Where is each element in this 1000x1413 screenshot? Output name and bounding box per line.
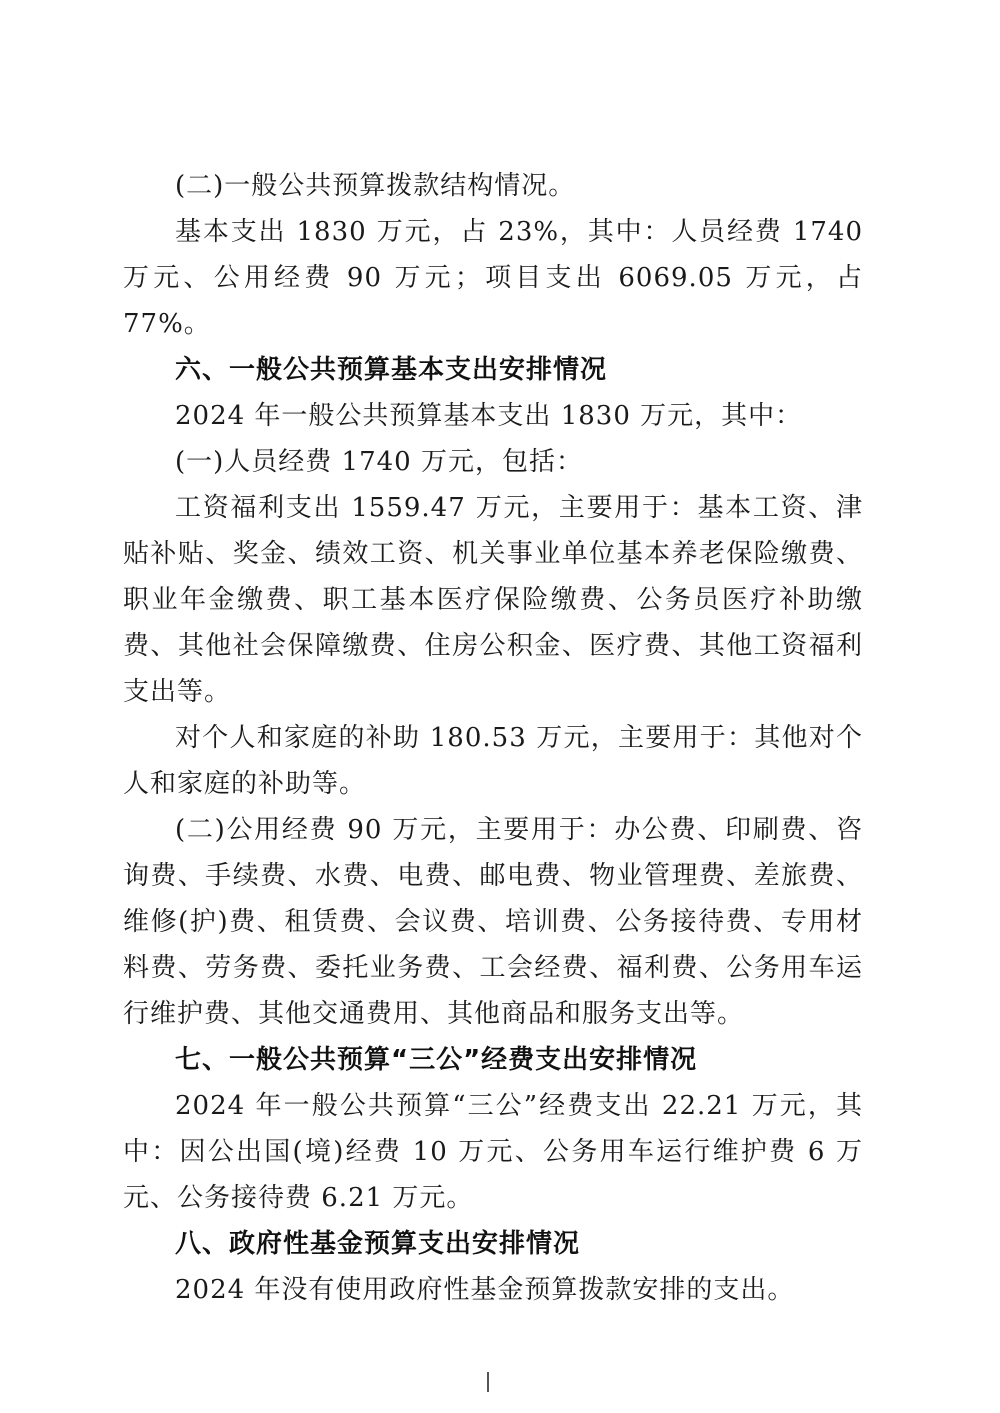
- paragraph-subsidies: 对个人和家庭的补助 180.53 万元，主要用于：其他对个人和家庭的补助等。: [123, 723, 863, 799]
- paragraph-gov-fund: 2024 年没有使用政府性基金预算拨款安排的支出。: [175, 1275, 795, 1305]
- section-heading-6: 六、一般公共预算基本支出安排情况: [175, 355, 608, 385]
- paragraph-2024-basic: 2024 年一般公共预算基本支出 1830 万元，其中：: [175, 401, 803, 431]
- paragraph-wages: 工资福利支出 1559.47 万元，主要用于：基本工资、津贴补贴、奖金、绩效工资、机关事业单位基本养老保险缴费、职业年金缴费、职工基本医疗保险缴费、公务员医疗补助缴费、其他社会保障缴费、住房公积金、医疗费、其他工资福利支出等。: [123, 493, 863, 707]
- paragraph-public-funds: (二)公用经费 90 万元，主要用于：办公费、印刷费、咨询费、手续费、水费、电费、邮电费、物业管理费、差旅费、维修(护)费、租赁费、会议费、培训费、公务接待费、专用材料费、劳务费、委托业务费、工会经费、福利费、公务用车运行维护费、其他交通费用、其他商品和服务支出等。: [123, 815, 863, 1029]
- section-heading-7: 七、一般公共预算“三公”经费支出安排情况: [175, 1045, 698, 1075]
- paragraph-three-public: 2024 年一般公共预算“三公”经费支出 22.21 万元，其中：因公出国(境)经费 10 万元、公务用车运行维护费 6 万元、公务接待费 6.21 万元。: [123, 1091, 863, 1213]
- page-number-mark: [487, 1372, 489, 1392]
- paragraph-basic-expenditure: 基本支出 1830 万元，占 23%，其中：人员经费 1740 万元、公用经费 90 万元；项目支出 6069.05 万元，占 77%。: [123, 217, 863, 339]
- subsection-personnel: (一)人员经费 1740 万元，包括：: [175, 447, 583, 477]
- subsection-title-structure: (二)一般公共预算拨款结构情况。: [175, 171, 576, 201]
- section-heading-8: 八、政府性基金预算支出安排情况: [175, 1229, 581, 1259]
- document-body: [123, 163, 863, 1313]
